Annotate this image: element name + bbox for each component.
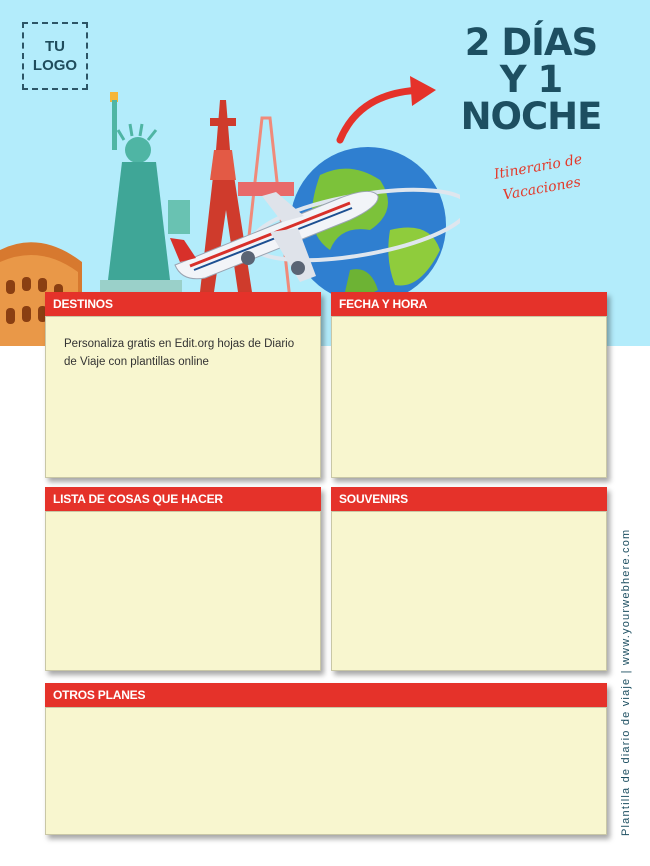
title-line-1: 2 DÍAS	[464, 21, 598, 64]
destinos-card	[45, 292, 321, 478]
title-line-2: Y 1	[499, 58, 563, 101]
otros-card	[45, 683, 607, 835]
lista-card	[45, 487, 321, 671]
subtitle-line-2: Vacaciones	[501, 174, 582, 204]
fecha-card	[331, 292, 607, 478]
souvenirs-card	[331, 487, 607, 671]
souvenirs-body[interactable]	[331, 511, 607, 671]
arrow-icon	[330, 62, 440, 148]
otros-body[interactable]	[45, 707, 607, 835]
page-title	[436, 21, 626, 138]
fecha-header: FECHA Y HORA	[331, 292, 607, 316]
lista-body[interactable]	[45, 511, 321, 671]
footer-side-text: Plantilla de diario de viaje | www.yourwebhere.com	[620, 528, 632, 836]
otros-header: OTROS PLANES	[45, 683, 607, 707]
destinos-body[interactable]	[45, 316, 321, 478]
logo-line-2: LOGO	[32, 57, 78, 74]
logo-placeholder[interactable]	[22, 22, 88, 90]
lista-header: LISTA DE COSAS QUE HACER	[45, 487, 321, 511]
destinos-header: DESTINOS	[45, 292, 321, 316]
subtitle-line-1: Itinerario de	[492, 151, 584, 183]
souvenirs-header: SOUVENIRS	[331, 487, 607, 511]
title-line-3: NOCHE	[460, 95, 602, 138]
fecha-body[interactable]	[331, 316, 607, 478]
logo-line-1: TU	[45, 38, 65, 55]
destinos-text: Personaliza gratis en Edit.org hojas de Diario de Viaje con plantillas online	[64, 338, 295, 368]
